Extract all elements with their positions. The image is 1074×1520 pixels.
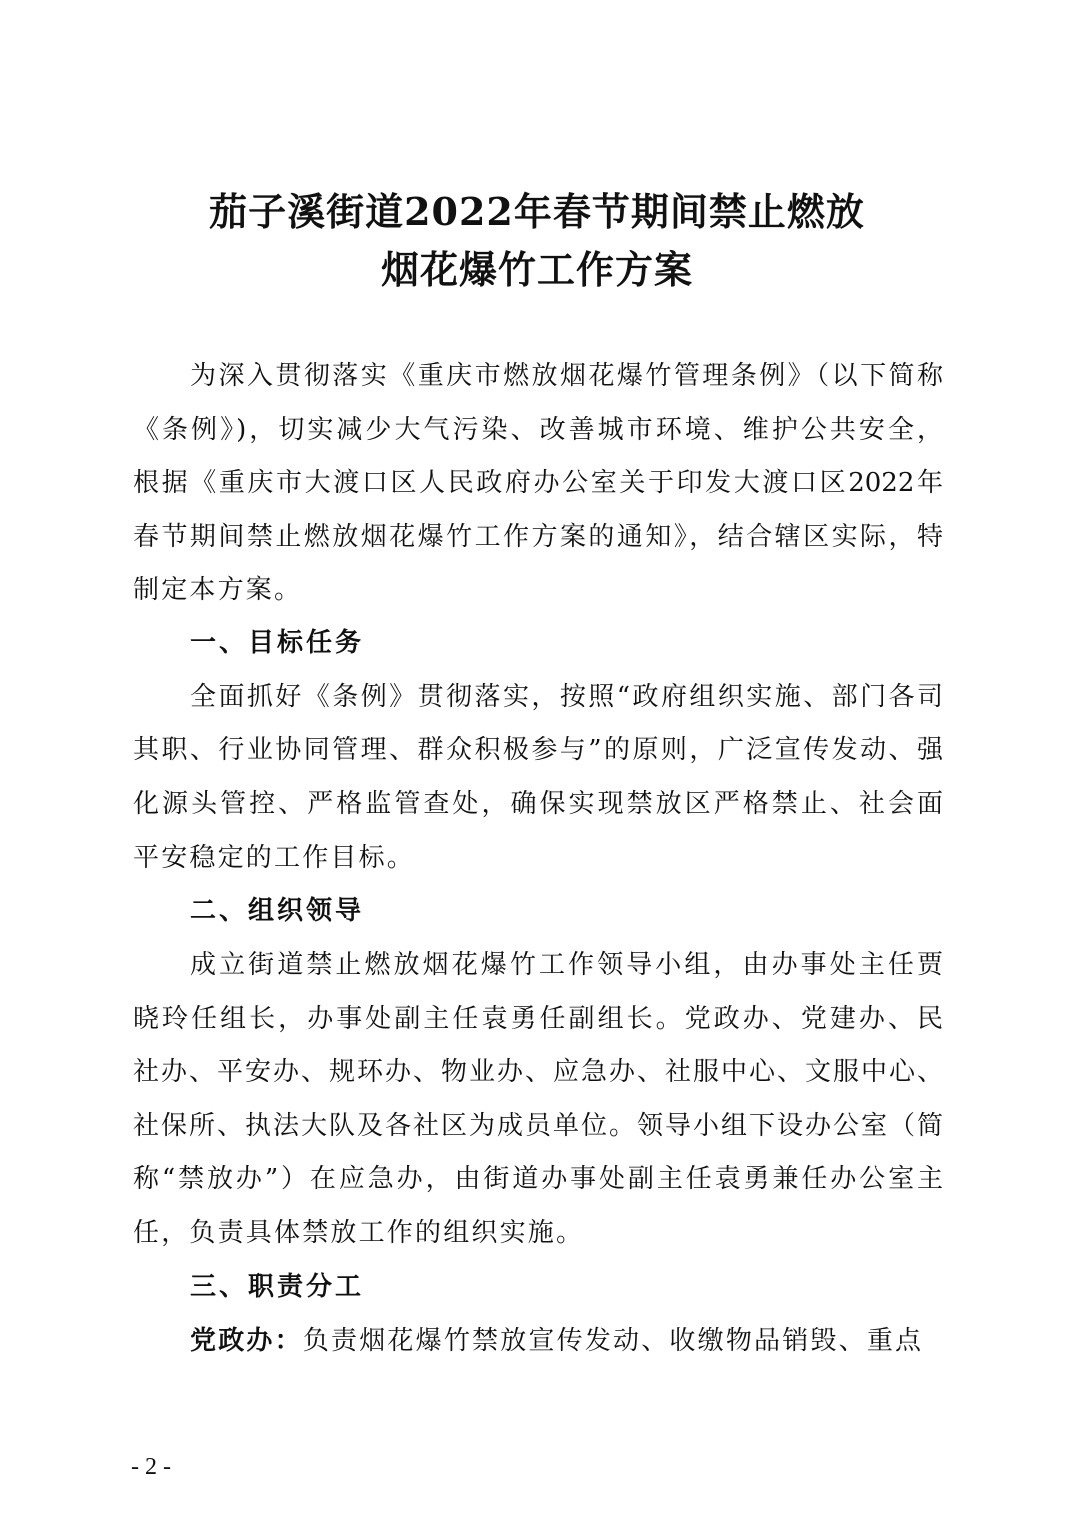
intro-line: 根据《重庆市大渡口区人民政府办公室关于印发大渡口区2022年: [133, 468, 943, 498]
section-2-line: 晓玲任组长，办事处副主任袁勇任副组长。党政办、党建办、民: [133, 1004, 943, 1034]
section-2-line: 成立街道禁止燃放烟花爆竹工作领导小组，由办事处主任贾: [190, 950, 943, 980]
section-heading-2: 二、组织领导: [190, 896, 365, 926]
section-2-line: 任，负责具体禁放工作的组织实施。: [133, 1218, 585, 1248]
intro-line: 为深入贯彻落实《重庆市燃放烟花爆竹管理条例》（以下简称: [190, 361, 943, 391]
page-number: - 2 -: [131, 1454, 171, 1480]
section-2-line: 称“禁放办”）在应急办，由街道办事处副主任袁勇兼任办公室主: [133, 1164, 943, 1194]
section-3-text: 负责烟花爆竹禁放宣传发动、收缴物品销毁、重点: [302, 1326, 924, 1356]
section-3-lead: 党政办：: [190, 1326, 303, 1356]
section-3-line: [190, 1324, 943, 1358]
intro-line: 《条例》)，切实减少大气污染、改善城市环境、维护公共安全，: [133, 415, 943, 445]
section-1-line: 化源头管控、严格监管查处，确保实现禁放区严格禁止、社会面: [133, 789, 943, 819]
intro-line: 春节期间禁止燃放烟花爆竹工作方案的通知》，结合辖区实际，特: [133, 522, 943, 552]
section-2-line: 社保所、执法大队及各社区为成员单位。领导小组下设办公室（简: [133, 1111, 943, 1141]
document-title-line-2: 烟花爆竹工作方案: [380, 247, 693, 292]
section-heading-1: 一、目标任务: [190, 628, 365, 658]
section-1-line: 平安稳定的工作目标。: [133, 843, 416, 873]
section-2-line: 社办、平安办、规环办、物业办、应急办、社服中心、文服中心、: [133, 1057, 943, 1087]
section-1-line: 其职、行业协同管理、群众积极参与”的原则，广泛宣传发动、强: [133, 735, 943, 765]
document-title-line-1: 茄子溪街道2022年春节期间禁止燃放: [209, 189, 865, 234]
intro-line: 制定本方案。: [133, 575, 303, 605]
section-1-line: 全面抓好《条例》贯彻落实，按照“政府组织实施、部门各司: [190, 682, 943, 712]
section-heading-3: 三、职责分工: [190, 1272, 365, 1302]
